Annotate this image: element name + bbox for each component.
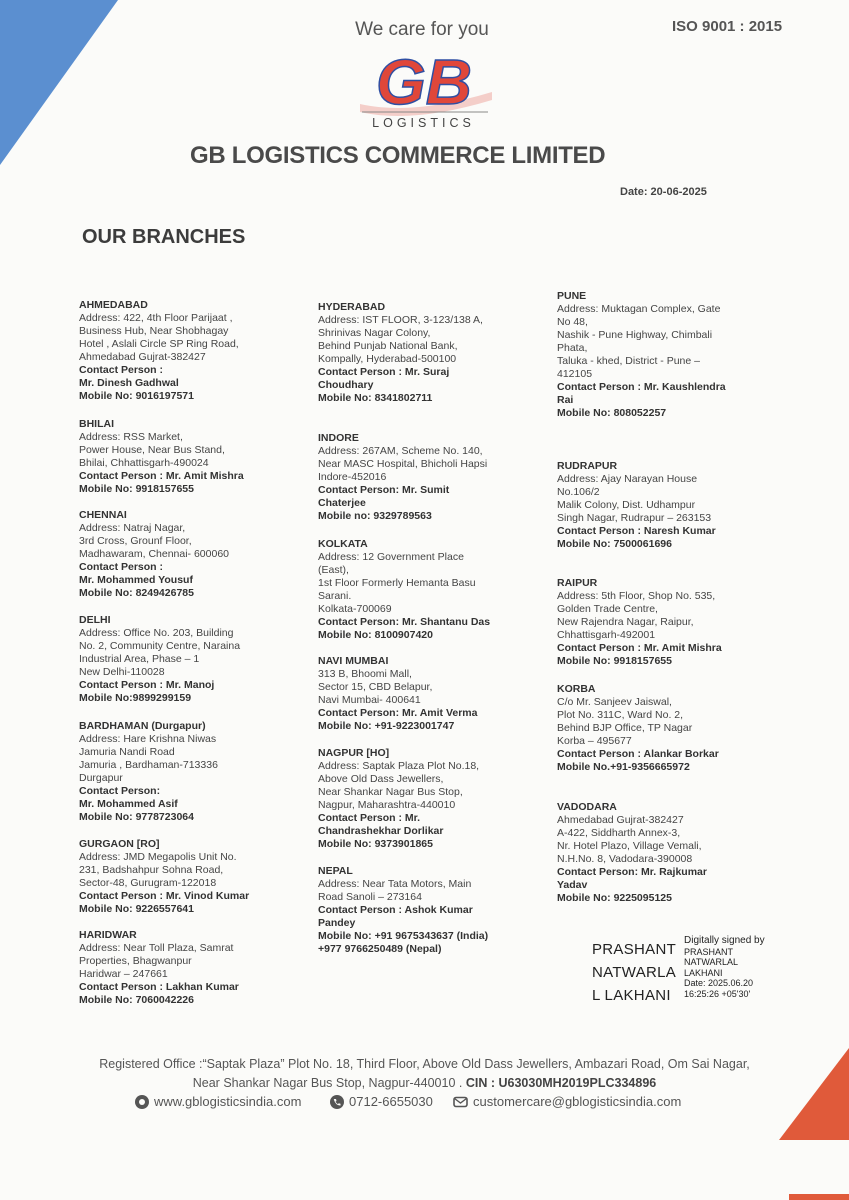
branch-address-line: Indore-452016 xyxy=(318,471,387,483)
branch-address-line: Address: 12 Government Place xyxy=(318,551,464,563)
branch-address-line: 231, Badshahpur Sohna Road, xyxy=(79,864,224,876)
branch-address-line: Durgapur xyxy=(79,772,123,784)
branch-col3-4 xyxy=(557,801,707,905)
branch-contact-line: Mobile No: 8341802711 xyxy=(318,392,433,404)
branch-name: NAVI MUMBAI xyxy=(318,655,389,667)
branch-contact-line: Contact Person : Lakhan Kumar xyxy=(79,981,239,993)
branch-contact-line: Mobile no: 9329789563 xyxy=(318,510,432,522)
registered-office-address-cont: Near Shankar Nagar Bus Stop, Nagpur-440010 . CIN : U63030MH2019PLC334896 xyxy=(192,1076,657,1090)
branch-address-line: 1st Floor Formerly Hemanta Basu xyxy=(318,577,476,589)
branch-address-line: 412105 xyxy=(557,368,593,380)
branch-name: VADODARA xyxy=(557,801,617,813)
phone-icon xyxy=(330,1095,344,1109)
branch-name: PUNE xyxy=(557,290,587,302)
branch-address-line: Korba – 495677 xyxy=(557,735,632,747)
branch-address-line: No.106/2 xyxy=(557,486,600,498)
branch-address-line: Behind BJP Office, TP Nagar xyxy=(557,722,693,734)
digital-signature-details: Digitally signed by PRASHANT NATWARLAL LAKHANI Date: 2025.06.20 16:25:26 +05'30' xyxy=(684,935,765,999)
branch-col1-4 xyxy=(79,720,218,824)
company-name: GB LOGISTICS COMMERCE LIMITED xyxy=(190,142,606,169)
branch-contact-line: Contact Person : xyxy=(79,364,164,376)
branch-address-line: Malik Colony, Dist. Udhampur xyxy=(557,499,696,511)
branch-address-line: Address: Muktagan Complex, Gate xyxy=(557,303,721,315)
branch-address-line: Behind Punjab National Bank, xyxy=(318,340,458,352)
branch-address-line: Address: Ajay Narayan House xyxy=(557,473,698,485)
branch-name: HYDERABAD xyxy=(318,301,386,313)
branch-address-line: Jamuria Nandi Road xyxy=(79,746,175,758)
branch-col3-1 xyxy=(557,460,716,551)
branch-contact-line: Pandey xyxy=(318,917,356,929)
phone-number[interactable]: 0712-6655030 xyxy=(349,1094,433,1109)
branch-contact-line: Contact Person : Mr. Amit Mishra xyxy=(557,642,722,654)
branch-contact-line: Contact Person : Ashok Kumar xyxy=(318,904,473,916)
branch-contact-line: Contact Person: xyxy=(79,785,161,797)
branch-contact-line: Contact Person : Mr. Vinod Kumar xyxy=(79,890,250,902)
branch-col1-1 xyxy=(79,418,244,496)
branch-address-line: Nagpur, Maharashtra-440010 xyxy=(318,799,456,811)
branch-address-line: Address: 267AM, Scheme No. 140, xyxy=(318,445,483,457)
branch-contact-line: Mobile No: +91 9675343637 (India) xyxy=(318,930,489,942)
branch-contact-line: Mobile No: 9778723064 xyxy=(79,811,194,823)
branch-col3-3 xyxy=(557,683,719,774)
branch-name: KORBA xyxy=(557,683,596,695)
branch-address-line: Properties, Bhagwanpur xyxy=(79,955,192,967)
branch-col1-3 xyxy=(79,614,240,705)
branch-address-line: Haridwar – 247661 xyxy=(79,968,168,980)
branch-address-line: Bhilai, Chhattisgarh-490024 xyxy=(79,457,209,469)
branch-contact-line: Contact Person : Alankar Borkar xyxy=(557,748,719,760)
branch-col1-6 xyxy=(79,929,239,1007)
branch-col3-2 xyxy=(557,577,722,668)
branch-address-line: Power House, Near Bus Stand, xyxy=(79,444,225,456)
branch-address-line: Hotel , Aslali Circle SP Ring Road, xyxy=(79,338,239,350)
branch-contact-line: Contact Person : Naresh Kumar xyxy=(557,525,716,537)
branch-contact-line: Mobile No: 8249426785 xyxy=(79,587,194,599)
branch-contact-line: Mobile No: 808052257 xyxy=(557,407,667,419)
branch-address-line: 3rd Cross, Grounf Floor, xyxy=(79,535,192,547)
branch-contact-line: Contact Person: Mr. Shantanu Das xyxy=(318,616,491,628)
email-contact[interactable] xyxy=(453,1094,681,1109)
branch-contact-line: Contact Person : Mr. Kaushlendra xyxy=(557,381,726,393)
branch-contact-line: Mobile No: 8100907420 xyxy=(318,629,433,641)
branch-contact-line: Contact Person: Mr. Amit Verma xyxy=(318,707,478,719)
branch-address-line: New Delhi-110028 xyxy=(79,666,165,678)
branch-col2-3 xyxy=(318,655,477,733)
branch-contact-line: Contact Person : xyxy=(79,561,164,573)
branch-address-line: Address: Saptak Plaza Plot No.18, xyxy=(318,760,480,772)
branch-name: NAGPUR [HO] xyxy=(318,747,390,759)
branch-contact-line: Contact Person : Mr. xyxy=(318,812,421,824)
footer-contacts xyxy=(135,1094,735,1114)
page-title: OUR BRANCHES xyxy=(82,226,246,248)
branch-address-line: Nashik - Pune Highway, Chimbali xyxy=(557,329,713,341)
branch-contact-line: Chaterjee xyxy=(318,497,366,509)
branch-address-line: Kompally, Hyderabad-500100 xyxy=(318,353,457,365)
branch-col2-1 xyxy=(318,432,487,523)
email-icon xyxy=(453,1095,468,1109)
branch-contact-line: Contact Person: Mr. Sumit xyxy=(318,484,450,496)
branch-address-line: Address: IST FLOOR, 3-123/138 A, xyxy=(318,314,483,326)
branch-col2-2 xyxy=(318,538,490,642)
branch-contact-line: Mobile No: 9918157655 xyxy=(79,483,194,495)
branch-name: HARIDWAR xyxy=(79,929,137,941)
branch-address-line: N.H.No. 8, Vadodara-390008 xyxy=(557,853,693,865)
branch-address-line: Nr. Hotel Plazo, Village Vemali, xyxy=(557,840,702,852)
branch-address-line: Sector 15, CBD Belapur, xyxy=(318,681,433,693)
branch-name: RAIPUR xyxy=(557,577,598,589)
branch-contact-line: Contact Person : Mr. Suraj xyxy=(318,366,450,378)
branch-address-line: Singh Nagar, Rudrapur – 263153 xyxy=(557,512,712,524)
branch-address-line: Address: Office No. 203, Building xyxy=(79,627,234,639)
branch-col2-5 xyxy=(318,865,488,956)
branch-address-line: Kolkata-700069 xyxy=(318,603,392,615)
phone-contact[interactable] xyxy=(330,1094,433,1109)
branch-contact-line: Mobile No: 9225095125 xyxy=(557,892,672,904)
branch-address-line: Address: Hare Krishna Niwas xyxy=(79,733,217,745)
website-contact[interactable] xyxy=(135,1094,301,1109)
branch-contact-line: Mobile No: 9373901865 xyxy=(318,838,433,850)
branch-contact-line: Mobile No.+91-9356665972 xyxy=(557,761,690,773)
branch-address-line: Ahmedabad Gujrat-382427 xyxy=(557,814,684,826)
branch-address-line: Taluka - khed, District - Pune – xyxy=(557,355,700,367)
branch-address-line: (East), xyxy=(318,564,349,576)
branch-address-line: No. 2, Community Centre, Naraina xyxy=(79,640,241,652)
branch-address-line: C/o Mr. Sanjeev Jaiswal, xyxy=(557,696,672,708)
branch-name: KOLKATA xyxy=(318,538,368,550)
branch-contact-line: Mobile No: 9918157655 xyxy=(557,655,672,667)
branch-col2-0 xyxy=(318,301,483,405)
branch-name: BARDHAMAN (Durgapur) xyxy=(79,720,206,732)
branch-address-line: Road Sanoli – 273164 xyxy=(318,891,422,903)
branch-address-line: Address: Natraj Nagar, xyxy=(79,522,186,534)
branch-address-line: No 48, xyxy=(557,316,588,328)
registered-office-address: Registered Office :“Saptak Plaza” Plot No. 18, Third Floor, Above Old Dass Jewellers, Ambazari Road, Om Sai Nagar, xyxy=(99,1057,750,1071)
branch-contact-line: Contact Person : Mr. Amit Mishra xyxy=(79,470,244,482)
branch-address-line: Above Old Dass Jewellers, xyxy=(318,773,444,785)
branch-address-line: Address: Near Tata Motors, Main xyxy=(318,878,472,890)
email-link[interactable]: customercare@gblogisticsindia.com xyxy=(473,1094,682,1109)
branch-address-line: Madhawaram, Chennai- 600060 xyxy=(79,548,230,560)
cin-number: CIN : U63030MH2019PLC334896 xyxy=(465,1076,657,1090)
branch-address-line: Jamuria , Bardhaman-713336 xyxy=(79,759,218,771)
branch-contact-line: +977 9766250489 (Nepal) xyxy=(318,943,442,955)
branch-address-line: A-422, Siddharth Annex-3, xyxy=(557,827,681,839)
iso-certification: ISO 9001 : 2015 xyxy=(672,18,783,35)
branch-address-line: Sector-48, Gurugram-122018 xyxy=(79,877,217,889)
branch-address-line: Address: 5th Floor, Shop No. 535, xyxy=(557,590,716,602)
branch-address-line: Address: RSS Market, xyxy=(79,431,183,443)
tagline: We care for you xyxy=(355,19,489,40)
branch-address-line: Business Hub, Near Shobhagay xyxy=(79,325,229,337)
logo-letters: GB xyxy=(376,46,472,118)
corner-decoration-top-left xyxy=(0,0,118,165)
branch-contact-line: Mr. Mohammed Yousuf xyxy=(79,574,193,586)
branch-name: NEPAL xyxy=(318,865,353,877)
branch-address-line: Sarani. xyxy=(318,590,352,602)
branch-contact-line: Mobile No:9899299159 xyxy=(79,692,192,704)
branch-name: CHENNAI xyxy=(79,509,127,521)
corner-decoration-bottom-strip xyxy=(789,1194,849,1200)
signature-name: PRASHANT NATWARLA L LAKHANI xyxy=(592,941,677,1004)
branch-name: BHILAI xyxy=(79,418,114,430)
branch-contact-line: Mr. Dinesh Gadhwal xyxy=(79,377,179,389)
branch-address-line: Shrinivas Nagar Colony, xyxy=(318,327,431,339)
branch-address-line: Address: Near Toll Plaza, Samrat xyxy=(79,942,234,954)
document-date: Date: 20-06-2025 xyxy=(620,186,707,198)
branch-address-line: Chhattisgarh-492001 xyxy=(557,629,656,641)
branch-contact-line: Chandrashekhar Dorlikar xyxy=(318,825,444,837)
branch-contact-line: Mobile No: +91-9223001747 xyxy=(318,720,455,732)
branch-name: RUDRAPUR xyxy=(557,460,618,472)
branch-address-line: Industrial Area, Phase – 1 xyxy=(79,653,200,665)
branch-address-line: Golden Trade Centre, xyxy=(557,603,658,615)
branch-contact-line: Choudhary xyxy=(318,379,374,391)
branch-name: AHMEDABAD xyxy=(79,299,148,311)
branch-name: DELHI xyxy=(79,614,111,626)
branch-address-line: Plot No. 311C, Ward No. 2, xyxy=(557,709,684,721)
branch-contact-line: Contact Person : Mr. Manoj xyxy=(79,679,215,691)
branch-contact-line: Mobile No: 9016197571 xyxy=(79,390,194,402)
branch-contact-line: Mobile No: 7500061696 xyxy=(557,538,672,550)
branch-address-line: Phata, xyxy=(557,342,588,354)
branch-address-line: Near MASC Hospital, Bhicholi Hapsi xyxy=(318,458,488,470)
branch-address-line: Address: JMD Megapolis Unit No. xyxy=(79,851,237,863)
website-link[interactable]: www.gblogisticsindia.com xyxy=(154,1094,302,1109)
branch-address-line: Address: 422, 4th Floor Parijaat , xyxy=(79,312,233,324)
branch-col3-0 xyxy=(557,290,726,420)
branch-contact-line: Rai xyxy=(557,394,574,406)
branch-contact-line: Mr. Mohammed Asif xyxy=(79,798,178,810)
branch-address-line: Near Shankar Nagar Bus Stop, xyxy=(318,786,463,798)
branch-address-line: New Rajendra Nagar, Raipur, xyxy=(557,616,694,628)
branch-contact-line: Contact Person: Mr. Rajkumar xyxy=(557,866,707,878)
branch-contact-line: Mobile No: 7060042226 xyxy=(79,994,194,1006)
branch-col1-5 xyxy=(79,838,249,916)
branch-address-line: Ahmedabad Gujrat-382427 xyxy=(79,351,206,363)
branch-col1-2 xyxy=(79,509,229,600)
globe-icon xyxy=(135,1095,149,1109)
branch-name: INDORE xyxy=(318,432,359,444)
branch-contact-line: Yadav xyxy=(557,879,588,891)
logo-subtitle: LOGISTICS xyxy=(372,116,475,130)
branch-address-line: Navi Mumbai- 400641 xyxy=(318,694,421,706)
branch-name: GURGAON [RO] xyxy=(79,838,160,850)
branch-contact-line: Mobile No: 9226557641 xyxy=(79,903,194,915)
branch-col2-4 xyxy=(318,747,479,851)
branch-address-line: 313 B, Bhoomi Mall, xyxy=(318,668,412,680)
branch-col1-0 xyxy=(79,299,239,403)
